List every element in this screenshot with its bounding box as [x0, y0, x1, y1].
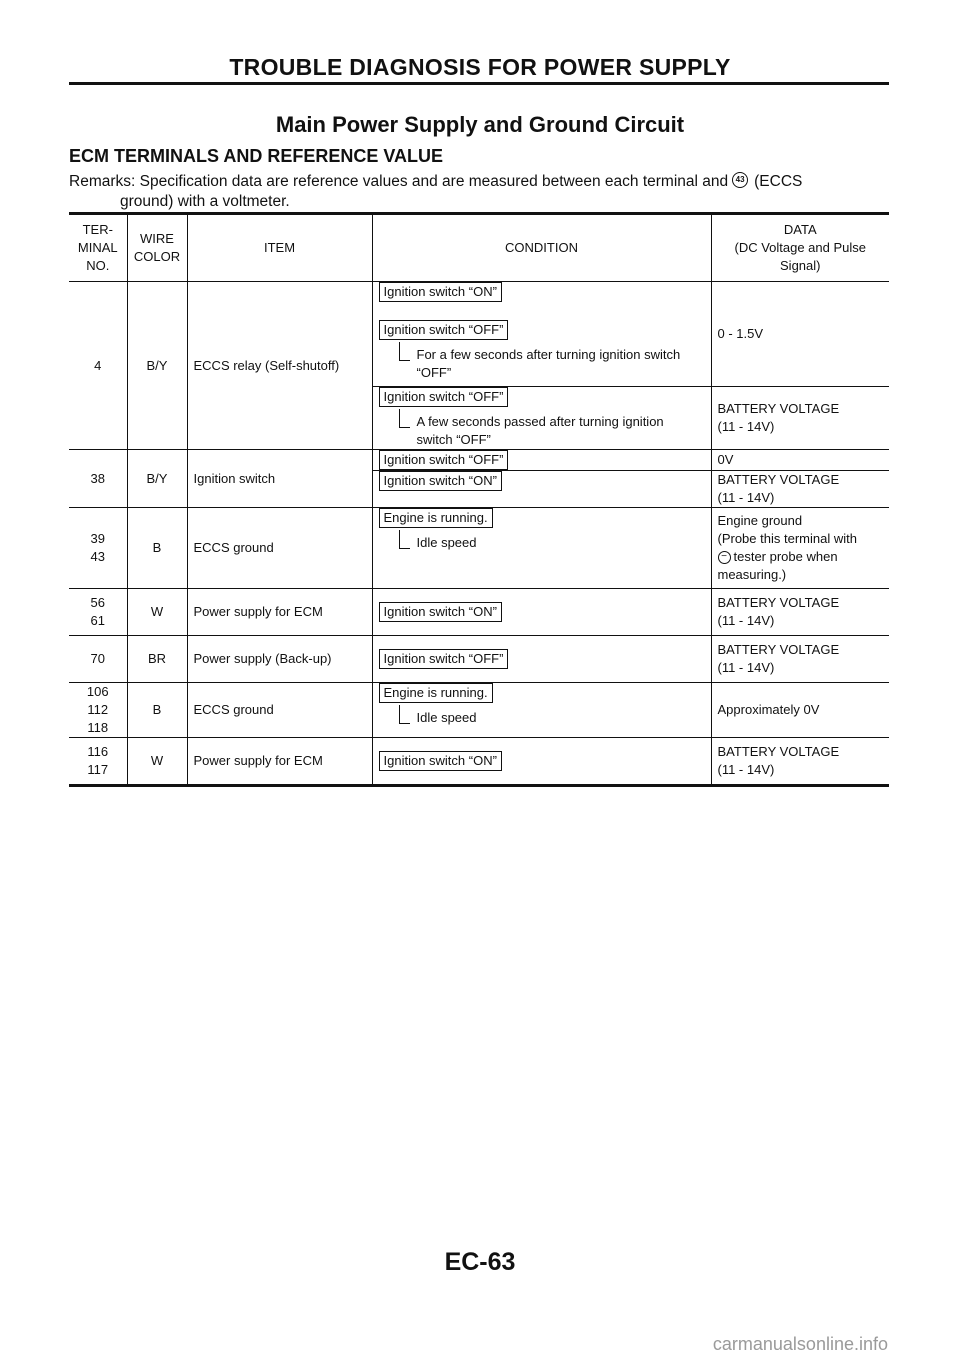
minus-terminal-icon: − [718, 551, 731, 564]
cell-data: BATTERY VOLTAGE (11 - 14V) [711, 387, 889, 450]
cell-data: Engine ground (Probe this terminal with − tester probe when measuring.) [711, 508, 889, 589]
cell-condition [372, 471, 711, 508]
page-number: EC-63 [444, 1248, 516, 1276]
cell-wire: BR [127, 636, 187, 683]
page-header-title: TROUBLE DIAGNOSIS FOR POWER SUPPLY [229, 54, 731, 80]
remarks [69, 172, 889, 212]
cell-item: Ignition switch [187, 450, 372, 508]
table-row [69, 683, 889, 738]
bracket-hook-icon [399, 530, 410, 549]
remarks-text: Remarks: Specification data are reference values and are measured between each terminal and [69, 173, 729, 190]
cell-wire: B [127, 508, 187, 589]
cell-terminal: 4 [69, 282, 127, 450]
remarks-suffix: (ECCS [754, 173, 803, 190]
header-wire-color: WIRE COLOR [127, 214, 187, 282]
remarks-line2: ground) with a voltmeter. [120, 193, 290, 210]
condition-detail: Idle speed [379, 709, 705, 727]
cell-item: ECCS ground [187, 508, 372, 589]
cell-condition [372, 508, 711, 589]
header-item: ITEM [187, 214, 372, 282]
table-row [69, 738, 889, 786]
condition-detail: For a few seconds after turning ignition switch “OFF” [379, 346, 705, 382]
cell-wire: W [127, 589, 187, 636]
condition-box: Ignition switch “OFF” [379, 649, 509, 669]
cell-condition [372, 589, 711, 636]
condition-box: Ignition switch “ON” [379, 602, 502, 622]
cell-terminal: 70 [69, 636, 127, 683]
cell-item: ECCS ground [187, 683, 372, 738]
condition-detail: A few seconds passed after turning ignition switch “OFF” [379, 413, 705, 449]
cell-wire: B/Y [127, 450, 187, 508]
cell-data: 0 - 1.5V [711, 282, 889, 387]
condition-box: Engine is running. [379, 683, 493, 703]
header-rule [69, 82, 889, 85]
bracket-hook-icon [399, 409, 410, 428]
condition-box: Ignition switch “OFF” [379, 320, 509, 340]
cell-terminal: 56 61 [69, 589, 127, 636]
table-row [69, 589, 889, 636]
table-header-row [69, 214, 889, 282]
cell-item: Power supply for ECM [187, 738, 372, 786]
cell-terminal: 39 43 [69, 508, 127, 589]
cell-condition [372, 683, 711, 738]
cell-item: Power supply (Back-up) [187, 636, 372, 683]
cell-data: BATTERY VOLTAGE (11 - 14V) [711, 471, 889, 508]
cell-data: BATTERY VOLTAGE (11 - 14V) [711, 636, 889, 683]
cell-condition [372, 636, 711, 683]
watermark: carmanualsonline.info [712, 1334, 888, 1354]
condition-box: Engine is running. [379, 508, 493, 528]
section-title: Main Power Supply and Ground Circuit [275, 112, 685, 137]
bracket-hook-icon [399, 342, 410, 361]
cell-condition [372, 282, 711, 387]
table-row [69, 508, 889, 589]
cell-data: BATTERY VOLTAGE (11 - 14V) [711, 589, 889, 636]
header-data: DATA (DC Voltage and Pulse Signal) [711, 214, 889, 282]
condition-box: Ignition switch “ON” [379, 282, 502, 302]
terminal-reference-table [69, 212, 889, 787]
header-condition: CONDITION [372, 214, 711, 282]
cell-data: Approximately 0V [711, 683, 889, 738]
cell-wire: W [127, 738, 187, 786]
cell-terminal: 116 117 [69, 738, 127, 786]
condition-box: Ignition switch “OFF” [379, 450, 509, 470]
cell-data: 0V [711, 450, 889, 471]
condition-box: Ignition switch “OFF” [379, 387, 509, 407]
cell-wire: B/Y [127, 282, 187, 450]
cell-condition [372, 738, 711, 786]
cell-condition [372, 387, 711, 450]
header-terminal: TER- MINAL NO. [69, 214, 127, 282]
cell-terminal: 38 [69, 450, 127, 508]
cell-data: BATTERY VOLTAGE (11 - 14V) [711, 738, 889, 786]
cell-item: ECCS relay (Self-shutoff) [187, 282, 372, 450]
cell-wire: B [127, 683, 187, 738]
subsection-title: ECM TERMINALS AND REFERENCE VALUE [69, 146, 444, 166]
condition-box: Ignition switch “ON” [379, 751, 502, 771]
cell-terminal: 106 112 118 [69, 683, 127, 738]
bracket-hook-icon [399, 705, 410, 724]
condition-box: Ignition switch “ON” [379, 471, 502, 491]
table-row [69, 282, 889, 387]
condition-detail: Idle speed [379, 534, 705, 552]
cell-item: Power supply for ECM [187, 589, 372, 636]
terminal-badge-icon: 43 [732, 172, 748, 188]
table-row [69, 450, 889, 471]
cell-condition [372, 450, 711, 471]
table-row [69, 636, 889, 683]
